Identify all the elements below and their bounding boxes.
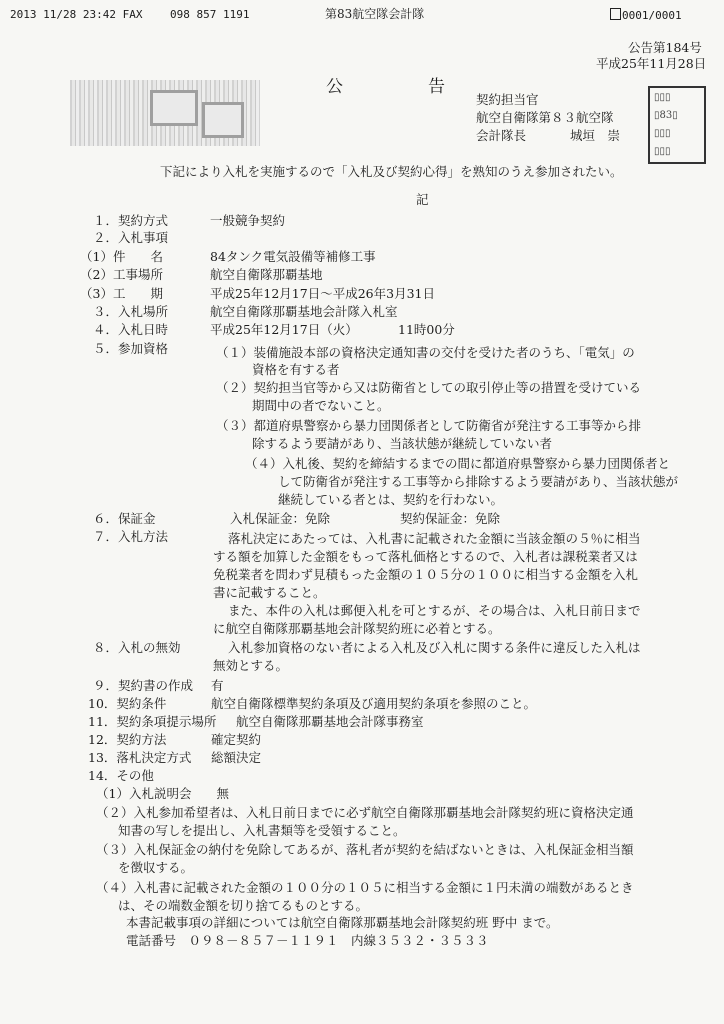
item-value: 落札決定にあたっては、入札書に記載された金額に当該金額の５％に相当: [228, 531, 641, 546]
item-label: ２．入札事項: [93, 230, 169, 245]
item-value: 航空自衛隊那覇基地会計隊事務室: [236, 714, 424, 729]
fax-number: 098 857 1191: [170, 8, 250, 21]
item-value: 航空自衛隊那覇基地会計隊入札室: [210, 304, 398, 319]
item-value: 無効とする。: [213, 658, 289, 673]
item-value: 入札参加資格のない者による入札及び入札に関する条件に違反した入札は: [228, 640, 641, 655]
other-item: （３）入札保証金の納付を免除してあるが、落札者が契約を結ばないときは、入札保証金相当額: [96, 842, 634, 857]
item-label: １．契約方式: [93, 213, 169, 228]
intro-text: 下記により入札を実施するので「入札及び契約心得」を熟知のうえ参加されたい。: [160, 164, 623, 179]
issuer-org: 航空自衛隊第８３航空隊: [476, 110, 614, 125]
item-value: （２）契約担当官等から又は防衛省としての取引停止等の措置を受けている: [216, 380, 642, 395]
other-item: （４）入札書に記載された金額の１００分の１０５に相当する金額に１円未満の端数があるとき: [96, 880, 634, 895]
item-label: ７．入札方法: [93, 529, 169, 544]
item-value: に航空自衛隊那覇基地会計隊契約班に必着とする。: [213, 621, 501, 636]
item-value: 平成25年12月17日～平成26年3月31日: [210, 286, 435, 301]
item-label: ３．入札場所: [93, 304, 169, 319]
item-value: また、本件の入札は郵便入札を可とするが、その場合は、入札日前日まで: [228, 603, 641, 618]
item-value: 入札保証金：免除: [230, 511, 331, 526]
other-item: 知書の写しを提出し、入札書類等を受領すること。: [118, 823, 406, 838]
receipt-stamp: [70, 80, 260, 146]
item-value: 総額決定: [211, 750, 262, 765]
issuer-name: 城垣 崇: [570, 128, 621, 143]
notice-date: 平成25年11月28日: [596, 56, 707, 71]
item-label: ８．入札の無効: [93, 640, 181, 655]
item-value: （１）装備施設本部の資格決定通知書の交付を受けた者のうち、「電気」の: [216, 345, 635, 360]
item-label: ６．保証金: [93, 511, 156, 526]
sub-item-label: （3）工 期: [80, 286, 163, 301]
item-label: 12．契約方法: [88, 732, 167, 747]
official-seal: ▯▯▯ ▯83▯ ▯▯▯ ▯▯▯: [648, 86, 706, 164]
other-item: （２）入札参加希望者は、入札日前日までに必ず航空自衛隊那覇基地会計隊契約班に資格決定通: [96, 805, 634, 820]
other-item: は、その端数金額を切り捨てるものとする。: [118, 898, 369, 913]
issuer-position: 会計隊長: [476, 128, 527, 143]
fax-sender: 第83航空隊会計隊: [325, 7, 425, 21]
item-label: ５．参加資格: [93, 341, 169, 356]
item-value: 平成25年12月17日（火）: [210, 322, 358, 337]
item-label: 10．契約条件: [88, 696, 167, 711]
fax-datetime: 2013 11/28 23:42 FAX: [10, 8, 143, 21]
stamp-mark: [150, 90, 198, 126]
contact-line: 本書記載事項の詳細については航空自衛隊那覇基地会計隊契約班 野中 まで。: [126, 915, 559, 930]
item-label: 13．落札決定方式: [88, 750, 192, 765]
item-label: ４．入札日時: [93, 322, 169, 337]
item-value: 一般競争契約: [210, 213, 286, 228]
issuer-role: 契約担当官: [476, 92, 539, 107]
item-value: 期間中の者でないこと。: [252, 398, 390, 413]
item-value: して防衛省が発注する工事等から排除するよう要請があり、当該状態が: [278, 474, 679, 489]
item-value: 11時00分: [398, 322, 455, 337]
item-value: 航空自衛隊那覇基地: [210, 267, 323, 282]
item-label: ９．契約書の作成: [93, 678, 194, 693]
item-label: 14．その他: [88, 768, 154, 783]
stamp-mark: [202, 102, 244, 138]
item-value: 継続している者とは、契約を行わない。: [278, 492, 504, 507]
item-value: 除するよう要請があり、当該状態が継続していない者: [252, 436, 553, 451]
item-value: 書に記載すること。: [213, 585, 326, 600]
item-value: 契約保証金：免除: [400, 511, 501, 526]
item-value: 84タンク電気設備等補修工事: [210, 249, 376, 264]
sub-item-label: （2）工事場所: [80, 267, 163, 282]
fax-page-icon: [610, 8, 621, 20]
notice-number: 公告第184号: [628, 40, 702, 55]
phone-line: 電話番号 ０９８－８５７－１１９１ 内線３５３２・３５３３: [126, 933, 489, 948]
item-value: 航空自衛隊標準契約条項及び適用契約条項を参照のこと。: [211, 696, 537, 711]
item-label: 11．契約条項提示場所: [88, 714, 217, 729]
other-item: を徴収する。: [118, 860, 194, 875]
sub-item-label: （1）件 名: [80, 249, 163, 264]
item-value: 有: [211, 678, 224, 693]
title-char-1: 公: [326, 77, 343, 97]
fax-page-counter: 0001/0001: [610, 8, 682, 22]
title-char-2: 告: [428, 77, 445, 97]
ki-heading: 記: [416, 192, 429, 207]
item-value: （４）入札後、契約を締結するまでの間に都道府県警察から暴力団関係者と: [245, 456, 671, 471]
item-value: 確定契約: [211, 732, 262, 747]
item-value: する額を加算した金額をもって落札価格とするので、入札者は課税業者又は: [213, 549, 638, 564]
other-item: （1）入札説明会 無: [96, 786, 229, 801]
item-value: 資格を有する者: [252, 362, 340, 377]
item-value: （３）都道府県警察から暴力団関係者として防衛省が発注する工事等から排: [216, 418, 642, 433]
item-value: 免税業者を問わず見積もった金額の１０５分の１００に相当する金額を入札: [213, 567, 639, 582]
